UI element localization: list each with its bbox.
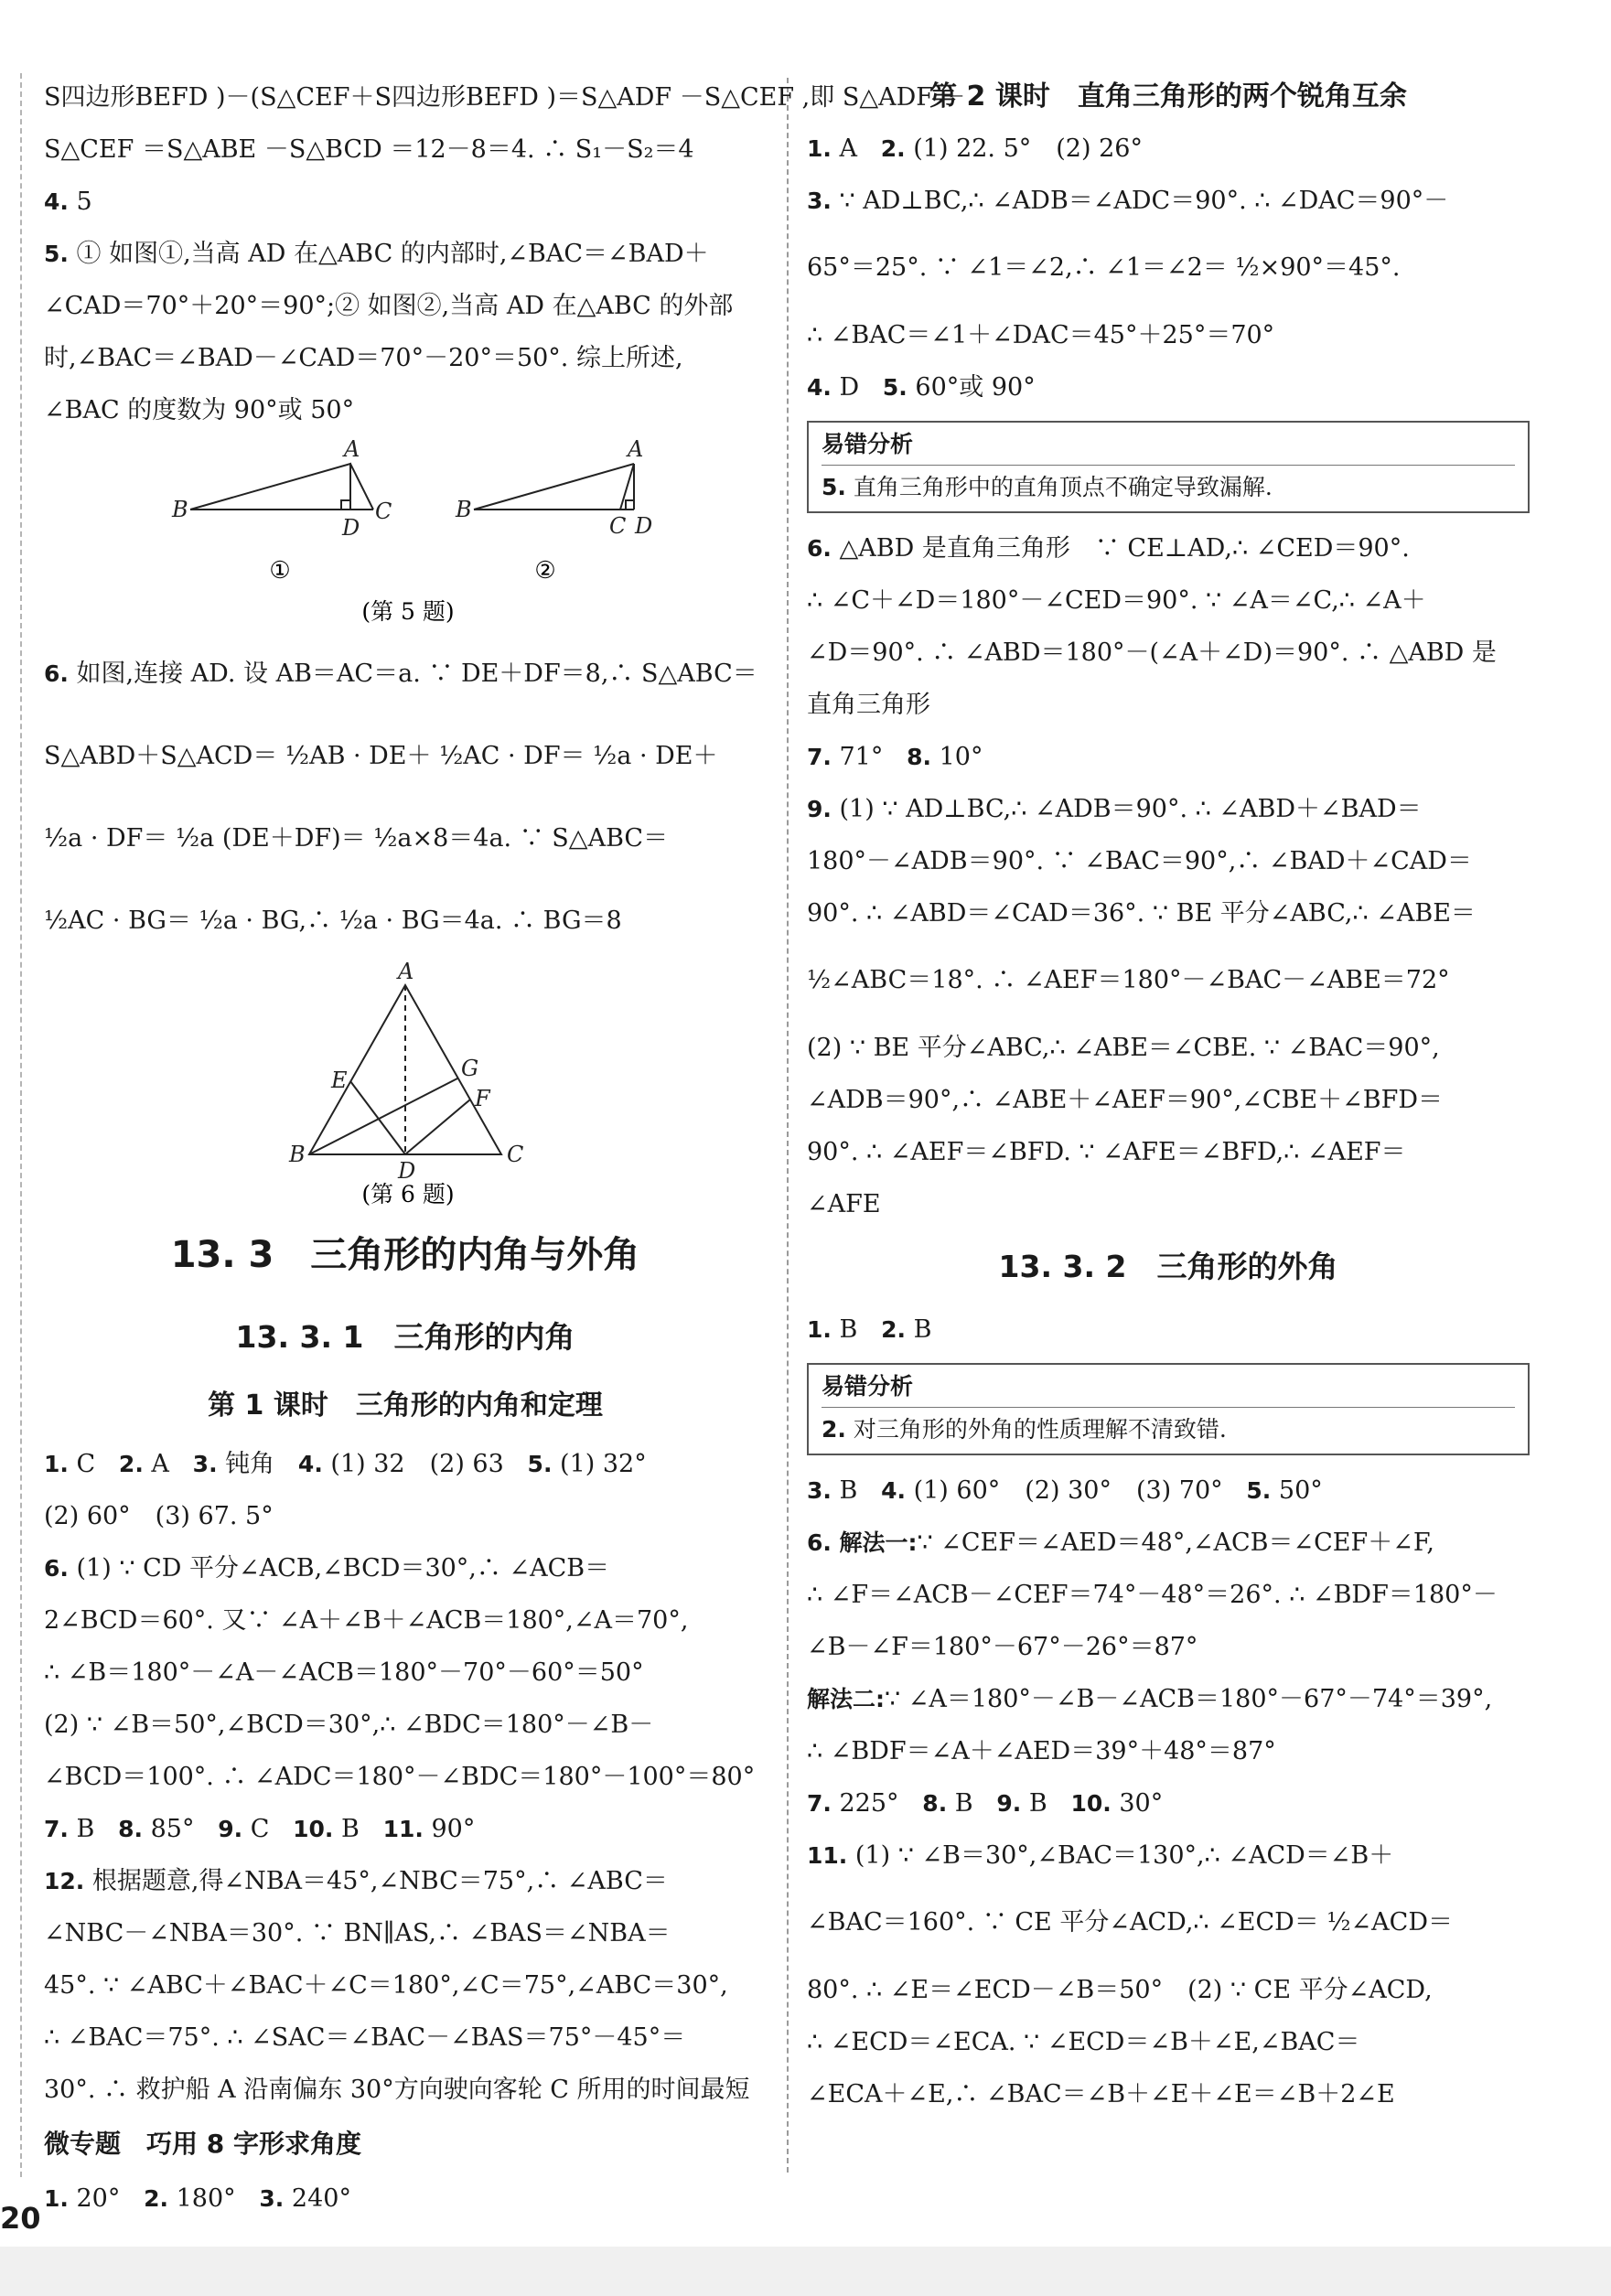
- answer-3: [807, 175, 1530, 227]
- question-number: 9.: [218, 1816, 243, 1842]
- label-A: A: [628, 436, 644, 462]
- answer-text: (1) ∵ CD 平分∠ACB,∠BCD＝30°,∴ ∠ACB＝: [76, 1554, 610, 1583]
- text-line: 45°. ∵ ∠ABC＋∠BAC＋∠C＝180°,∠C＝75°,∠ABC＝30°,: [44, 1971, 728, 2000]
- answer-text: (1) 22. 5° (2) 26°: [913, 134, 1143, 163]
- answer-text: B: [341, 1815, 360, 1843]
- text-line: ∠ECA＋∠E,∴ ∠BAC＝∠B＋∠E＋∠E＝∠B＋2∠E: [807, 2080, 1395, 2108]
- text-line: ∴ ∠F＝∠ACB－∠CEF＝74°－48°＝26°. ∴ ∠BDF＝180°－: [807, 1581, 1498, 1609]
- answer-text: 225°: [839, 1789, 899, 1818]
- text-line: 90°. ∴ ∠ABD＝∠CAD＝36°. ∵ BE 平分∠ABC,∴ ∠ABE＝: [807, 899, 1476, 928]
- answer-text: B: [913, 1315, 932, 1344]
- fig6-DE: [350, 1081, 405, 1154]
- figure-5: [44, 436, 767, 633]
- text-line: (2) ∵ ∠B＝50°,∠BCD＝30°,∴ ∠BDC＝180°－∠B－: [44, 1711, 654, 1739]
- text-line: 65°＝25°. ∵ ∠1＝∠2,∴ ∠1＝∠2＝ ½×90°＝45°.: [807, 253, 1401, 282]
- micro-topic-heading: 微专题 巧用 8 字形求角度: [44, 2129, 361, 2159]
- margin-rule: [20, 73, 22, 2177]
- text-line: ∠AFE: [807, 1190, 881, 1218]
- page-number: 20: [0, 2201, 41, 2236]
- answer-text: B: [76, 1815, 95, 1843]
- answer-6: [807, 522, 1530, 574]
- answer-text: 60°或 90°: [915, 373, 1036, 402]
- answer-text: 71°: [839, 743, 884, 771]
- label-D: D: [635, 513, 653, 539]
- method-2-line: [807, 1673, 1530, 1725]
- answer-text: ① 如图①,当高 AD 在△ABC 的内部时,∠BAC＝∠BAD＋: [76, 240, 709, 268]
- question-number: 4.: [44, 188, 69, 215]
- text-line: ∠D＝90°. ∴ ∠ABD＝180°－(∠A＋∠D)＝90°. ∴ △ABD 是: [807, 638, 1497, 667]
- answer-text: ∵ ∠A＝180°－∠B－∠ACB＝180°－67°－74°＝39°,: [885, 1685, 1493, 1713]
- answer-text: ∵ AD⊥BC,∴ ∠ADB＝∠ADC＝90°. ∴ ∠DAC＝90°－: [839, 187, 1449, 215]
- answer-6: [44, 633, 767, 715]
- box-note: 对三角形的外角的性质理解不清致错.: [853, 1416, 1227, 1443]
- figure-6-diagram: [44, 962, 767, 1209]
- answer-text: C: [76, 1450, 96, 1478]
- method-label: 解法二:: [807, 1686, 885, 1712]
- answer-text: ∵ ∠CEF＝∠AED＝48°,∠ACB＝∠CEF＋∠F,: [917, 1529, 1434, 1557]
- text-line: 180°－∠ADB＝90°. ∵ ∠BAC＝90°,∴ ∠BAD＋∠CAD＝: [807, 847, 1472, 875]
- label-G: G: [461, 1056, 479, 1081]
- box-title: 易错分析: [822, 1370, 1515, 1408]
- question-number: 3.: [807, 1477, 832, 1504]
- answer-text: C: [250, 1815, 270, 1843]
- answer-text: 5: [76, 188, 92, 216]
- figure-5-diagram: [44, 436, 767, 633]
- lesson-heading: 第 1 课时 三角形的内角和定理: [208, 1389, 603, 1422]
- text-line: ∠BCD＝100°. ∴ ∠ADC＝180°－∠BDC＝180°－100°＝80°: [44, 1763, 756, 1791]
- answer-text: 180°: [176, 2184, 236, 2213]
- text-line: ½AC · BG＝ ½a · BG,∴ ½a · BG＝4a. ∴ BG＝8: [44, 907, 622, 935]
- question-number: 7.: [44, 1816, 69, 1842]
- text-line: ∴ ∠BDF＝∠A＋∠AED＝39°＋48°＝87°: [807, 1737, 1276, 1765]
- error-analysis-box: [807, 1363, 1530, 1455]
- fig5-2-right-angle: [626, 500, 634, 510]
- text-line: ∴ ∠C＋∠D＝180°－∠CED＝90°. ∵ ∠A＝∠C,∴ ∠A＋: [807, 586, 1426, 615]
- question-number: 6.: [44, 660, 69, 687]
- question-number: 10.: [1070, 1790, 1112, 1817]
- answer-text: 钝角: [225, 1450, 275, 1478]
- answer-6: [807, 1517, 1530, 1569]
- answer-text: 90°: [431, 1815, 476, 1843]
- subsection-heading: 13. 3. 1 三角形的内角: [235, 1319, 575, 1355]
- figure-caption: (第 5 题): [361, 598, 455, 625]
- answer-text: 85°: [150, 1815, 195, 1843]
- question-number: 5.: [44, 241, 69, 267]
- text-line: ∴ ∠BAC＝∠1＋∠DAC＝45°＋25°＝70°: [807, 321, 1275, 349]
- method-label: 解法一:: [839, 1529, 918, 1556]
- answer-text: D: [839, 373, 860, 402]
- answer-text: 20°: [76, 2184, 121, 2213]
- question-number: 9.: [996, 1790, 1022, 1817]
- question-number: 8.: [922, 1790, 948, 1817]
- answer-text: A: [839, 134, 857, 163]
- text-line: (2) ∵ BE 平分∠ABC,∴ ∠ABE＝∠CBE. ∵ ∠BAC＝90°,: [807, 1034, 1440, 1062]
- label-C: C: [507, 1142, 524, 1167]
- subsection-heading: 13. 3. 2 三角形的外角: [998, 1249, 1338, 1284]
- text-line: ∴ ∠ECD＝∠ECA. ∵ ∠ECD＝∠B＋∠E,∠BAC＝: [807, 2028, 1360, 2056]
- answers-row: [44, 2173, 767, 2225]
- fig5-1-side: [350, 464, 373, 510]
- question-number: 5.: [1246, 1477, 1272, 1504]
- question-number: 12.: [44, 1868, 85, 1894]
- question-number: 8.: [907, 744, 932, 770]
- answer-text: 30°: [1119, 1789, 1164, 1818]
- question-number: 6.: [807, 535, 832, 562]
- text-line: 直角三角形: [807, 691, 930, 719]
- box-text: [822, 1411, 1515, 1448]
- answer-11: [807, 1829, 1530, 1882]
- answer-6: [44, 1542, 767, 1594]
- text-line: S△ABD＋S△ACD＝ ½AB · DE＋ ½AC · DF＝ ½a · DE＋: [44, 742, 718, 770]
- answer-text: 240°: [291, 2184, 351, 2213]
- answers-row: [807, 361, 1530, 413]
- question-number: 3.: [192, 1451, 218, 1477]
- fig5-1-right-angle: [341, 500, 350, 510]
- question-number: 2.: [881, 1316, 906, 1343]
- label-D: D: [398, 1158, 416, 1184]
- text-line: 2∠BCD＝60°. 又∵ ∠A＋∠B＋∠ACB＝180°,∠A＝70°,: [44, 1606, 689, 1635]
- label-B: B: [289, 1142, 306, 1167]
- label-A: A: [344, 436, 360, 462]
- label-B: B: [172, 497, 188, 522]
- answers-row: [807, 1465, 1530, 1517]
- answer-text: B: [1028, 1789, 1047, 1818]
- question-number: 9.: [807, 796, 832, 822]
- answers-row: [807, 731, 1530, 783]
- text-line: S四边形BEFD )－(S△CEF＋S四边形BEFD )＝S△ADF －S△CEF ,即 S△ADF －: [44, 83, 966, 112]
- question-number: 2.: [822, 1416, 846, 1443]
- question-number: 4.: [807, 374, 832, 401]
- question-number: 10.: [293, 1816, 334, 1842]
- question-number: 2.: [118, 1451, 144, 1477]
- fig5-sub-1: ①: [269, 557, 291, 585]
- text-line: ½a · DF＝ ½a (DE＋DF)＝ ½a×8＝4a. ∵ S△ABC＝: [44, 824, 669, 853]
- question-number: 1.: [44, 2185, 69, 2212]
- text-line: 80°. ∴ ∠E＝∠ECD－∠B＝50° (2) ∵ CE 平分∠ACD,: [807, 1976, 1433, 2004]
- label-C: C: [609, 513, 627, 539]
- figure-caption: (第 6 题): [361, 1181, 455, 1207]
- text-line: 90°. ∴ ∠AEF＝∠BFD. ∵ ∠AFE＝∠BFD,∴ ∠AEF＝: [807, 1138, 1406, 1166]
- question-number: 3.: [807, 188, 832, 214]
- text-line: 30°. ∴ 救护船 A 沿南偏东 30°方向驶向客轮 C 所用的时间最短: [44, 2076, 750, 2104]
- text-line: ∠B－∠F＝180°－67°－26°＝87°: [807, 1633, 1198, 1661]
- answers-row: [44, 1803, 767, 1855]
- fig6-DF: [405, 1100, 470, 1154]
- fig5-2-side: [474, 464, 634, 510]
- answers-row: [807, 1777, 1530, 1829]
- bottom-margin: [0, 2247, 1611, 2296]
- figure-6: [44, 962, 767, 1209]
- question-number: 3.: [259, 2185, 285, 2212]
- question-number: 2.: [144, 2185, 169, 2212]
- answer-text: (1) 32 (2) 63: [330, 1450, 504, 1478]
- label-C: C: [375, 499, 392, 524]
- question-number: 6.: [44, 1555, 69, 1582]
- answer-text: 如图,连接 AD. 设 AB＝AC＝a. ∵ DE＋DF＝8,∴ S△ABC＝: [76, 660, 757, 688]
- answer-text: A: [151, 1450, 169, 1478]
- answers-row: [44, 1438, 767, 1490]
- box-text: [822, 469, 1515, 506]
- answer-12: [44, 1855, 767, 1907]
- answer-text: B: [954, 1789, 973, 1818]
- question-number: 1.: [807, 135, 832, 162]
- text-line: ∴ ∠B＝180°－∠A－∠ACB＝180°－70°－60°＝50°: [44, 1658, 644, 1687]
- question-number: 1.: [44, 1451, 69, 1477]
- text-line: ∠BAC＝160°. ∵ CE 平分∠ACD,∴ ∠ECD＝ ½∠ACD＝: [807, 1908, 1453, 1937]
- answers-row: [807, 1304, 1530, 1356]
- question-number: 5.: [882, 374, 908, 401]
- answer-text: (1) 32°: [560, 1450, 647, 1478]
- label-A: A: [398, 962, 414, 984]
- answers-row: [807, 123, 1530, 175]
- answer-text: (1) ∵ AD⊥BC,∴ ∠ADB＝90°. ∴ ∠ABD＋∠BAD＝: [839, 795, 1422, 823]
- box-note: 直角三角形中的直角顶点不确定导致漏解.: [853, 474, 1273, 500]
- text-line: ∠BAC 的度数为 90°或 50°: [44, 396, 355, 424]
- answer-4: [44, 176, 767, 228]
- text-line: ½∠ABC＝18°. ∴ ∠AEF＝180°－∠BAC－∠ABE＝72°: [807, 966, 1450, 994]
- section-heading: 13. 3 三角形的内角与外角: [170, 1234, 640, 1276]
- error-analysis-box: [807, 421, 1530, 513]
- column-divider: [787, 78, 789, 2173]
- answer-text: 根据题意,得∠NBA＝45°,∠NBC＝75°,∴ ∠ABC＝: [91, 1867, 668, 1895]
- question-number: 11.: [807, 1842, 848, 1869]
- question-number: 4.: [881, 1477, 906, 1504]
- label-F: F: [475, 1086, 490, 1111]
- question-number: 5.: [527, 1451, 553, 1477]
- text-line: ∠NBC－∠NBA＝30°. ∵ BN∥AS,∴ ∠BAS＝∠NBA＝: [44, 1919, 671, 1947]
- question-number: 2.: [880, 135, 906, 162]
- answer-text: 10°: [939, 743, 983, 771]
- lesson-heading: 第 2 课时 直角三角形的两个锐角互余: [929, 80, 1407, 113]
- question-number: 6.: [807, 1529, 832, 1556]
- fig5-2-side2: [620, 464, 634, 510]
- question-number: 5.: [822, 474, 846, 500]
- label-D: D: [342, 515, 360, 541]
- answer-text: (1) 60° (2) 30° (3) 70°: [913, 1476, 1223, 1505]
- answer-text: B: [839, 1315, 858, 1344]
- question-number: 11.: [382, 1816, 424, 1842]
- text-line: 时,∠BAC＝∠BAD－∠CAD＝70°－20°＝50°. 综上所述,: [44, 344, 683, 372]
- label-E: E: [331, 1068, 348, 1093]
- answer-text: B: [839, 1476, 858, 1505]
- answer-text: 50°: [1278, 1476, 1323, 1505]
- question-number: 7.: [807, 744, 832, 770]
- question-number: 7.: [807, 1790, 832, 1817]
- question-number: 8.: [118, 1816, 143, 1842]
- text-line: ∴ ∠BAC＝75°. ∴ ∠SAC＝∠BAC－∠BAS＝75°－45°＝: [44, 2023, 686, 2052]
- label-B: B: [456, 497, 472, 522]
- text-line: ∠ADB＝90°,∴ ∠ABE＋∠AEF＝90°,∠CBE＋∠BFD＝: [807, 1086, 1443, 1114]
- answer-text: △ABD 是直角三角形 ∵ CE⊥AD,∴ ∠CED＝90°.: [839, 534, 1410, 563]
- text-line: S△CEF ＝S△ABE －S△BCD ＝12－8＝4. ∴ S₁－S₂＝4: [44, 135, 694, 164]
- fig5-1-triangle-left: [190, 464, 350, 510]
- question-number: 4.: [297, 1451, 323, 1477]
- question-number: 1.: [807, 1316, 832, 1343]
- answer-9: [807, 783, 1530, 835]
- right-column: [807, 71, 1530, 2120]
- box-title: 易错分析: [822, 428, 1515, 466]
- answer-5: [44, 228, 767, 280]
- text-line: (2) 60° (3) 67. 5°: [44, 1502, 274, 1530]
- fig5-sub-2: ②: [534, 557, 556, 585]
- answer-text: (1) ∵ ∠B＝30°,∠BAC＝130°,∴ ∠ACD＝∠B＋: [854, 1841, 1394, 1870]
- text-line: ∠CAD＝70°＋20°＝90°;② 如图②,当高 AD 在△ABC 的外部: [44, 292, 734, 320]
